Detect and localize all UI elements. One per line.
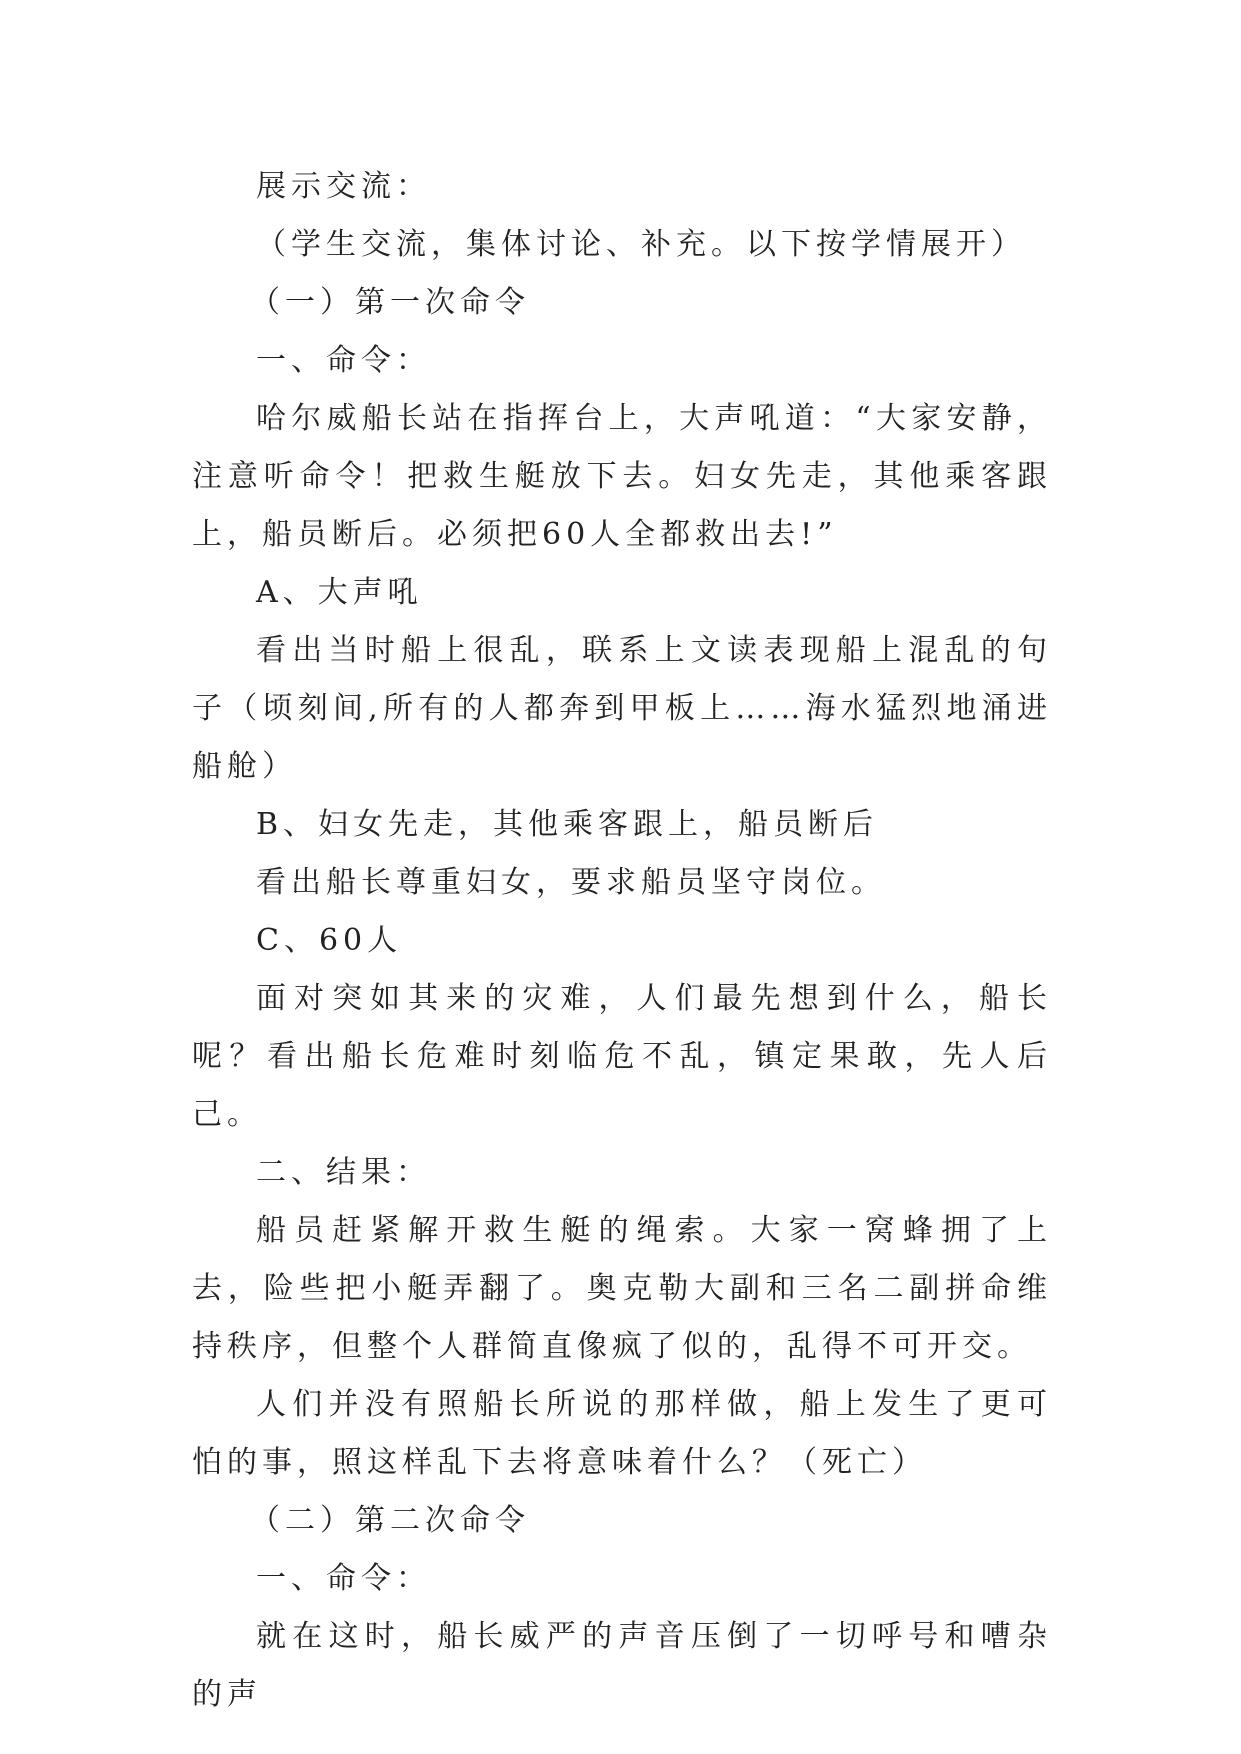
point-a-analysis: 看出当时船上很乱，联系上文读表现船上混乱的句子（顷刻间,所有的人都奔到甲板上……海水猛烈地涌进船舱）: [192, 633, 1052, 784]
paragraph-captain-order: 哈尔威船长站在指挥台上，大声吼道：“大家安静，注意听命令！把救生艇放下去。妇女先走，其他乘客跟上，船员断后。必须把60人全都救出去!”: [192, 401, 1052, 552]
point-a-heading: A、大声吼: [256, 575, 423, 610]
paragraph-captain-voice: 就在这时，船长威严的声音压倒了一切呼号和嘈杂的声: [192, 1619, 1052, 1712]
point-c-heading: C、60人: [256, 923, 403, 958]
subheading-command-1: 一、命令：: [256, 343, 431, 378]
paragraph-crew-result: 船员赶紧解开救生艇的绳索。大家一窝蜂拥了上去，险些把小艇弄翻了。奥克勒大副和三名二副拼命维持秩序，但整个人群简直像疯了似的，乱得不可开交。: [192, 1213, 1052, 1364]
document-body: [192, 158, 1052, 1724]
subheading-result: 二、结果：: [256, 1155, 431, 1190]
point-b-heading: B、妇女先走，其他乘客跟上，船员断后: [256, 807, 879, 842]
section-heading-first-command: （一）第一次命令: [250, 285, 530, 320]
point-c-analysis: 面对突如其来的灾难，人们最先想到什么，船长呢？看出船长危难时刻临危不乱，镇定果敢，先人后己。: [192, 981, 1052, 1132]
section-heading-second-command: （二）第二次命令: [250, 1503, 530, 1538]
point-b-analysis: 看出船长尊重妇女，要求船员坚守岗位。: [256, 865, 886, 900]
heading-display-exchange: 展示交流：: [256, 169, 431, 204]
note-student-exchange: （学生交流，集体讨论、补充。以下按学情展开）: [256, 227, 1026, 262]
subheading-command-2: 一、命令：: [256, 1561, 431, 1596]
paragraph-result-analysis: 人们并没有照船长所说的那样做，船上发生了更可怕的事，照这样乱下去将意味着什么？（死亡）: [192, 1387, 1052, 1480]
